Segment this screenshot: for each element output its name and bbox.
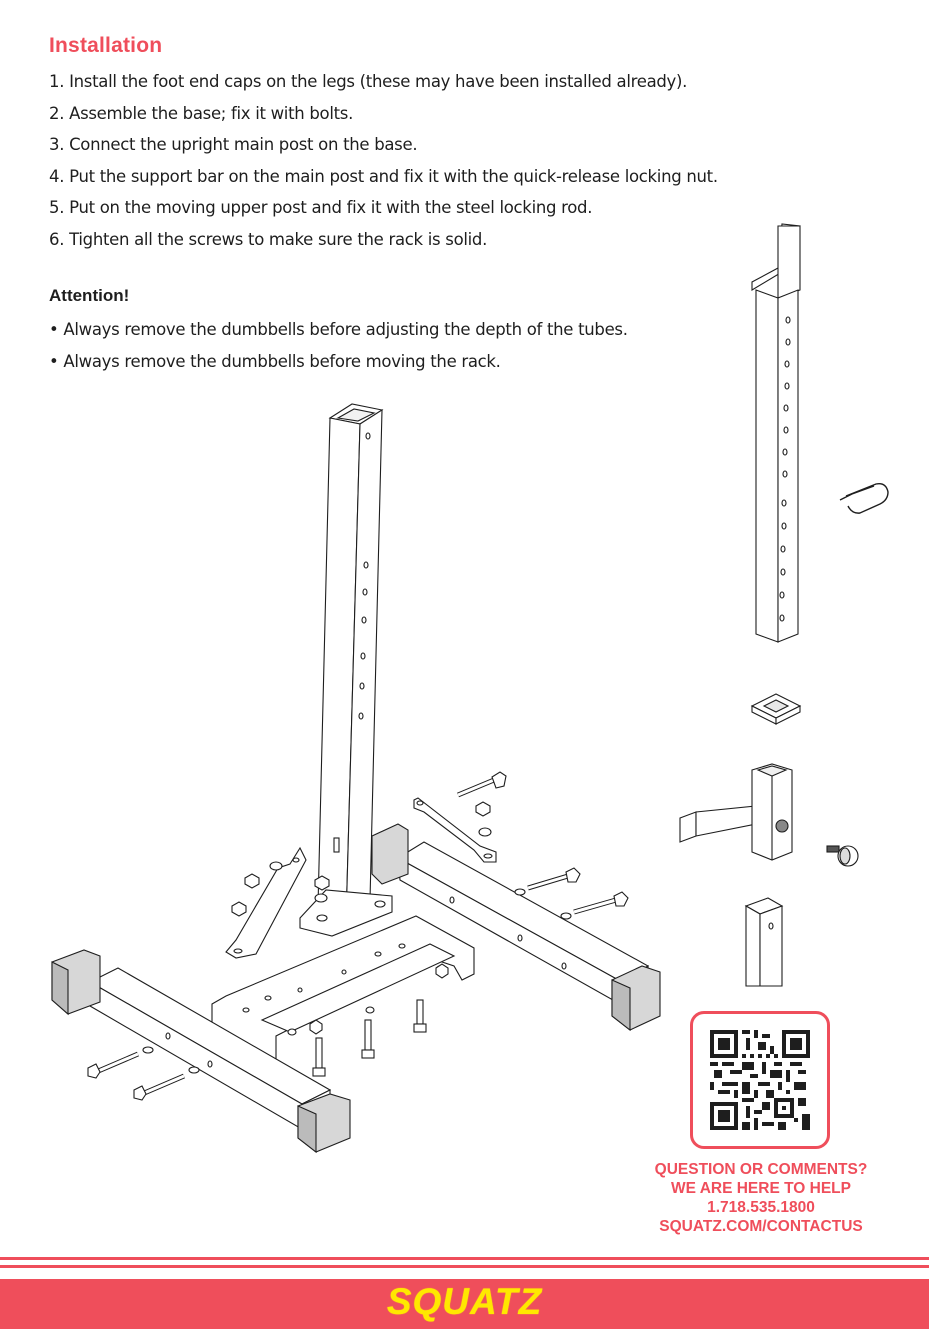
brand-logo: SQUATZ xyxy=(386,1281,543,1322)
step-item: 5. Put on the moving upper post and fix it with the steel locking rod. xyxy=(49,198,593,217)
upper-post-drawing xyxy=(752,224,800,642)
step-item: 2. Assemble the base; fix it with bolts. xyxy=(49,103,354,123)
step-item: 4. Put the support bar on the main post and fix it with the quick-release locking nut. xyxy=(49,166,718,186)
attention-heading: Attention! xyxy=(49,286,130,305)
step-item: 1. Install the foot end caps on the legs (these may have been installed already). xyxy=(49,72,688,91)
contact-help: WE ARE HERE TO HELP xyxy=(671,1180,851,1197)
step-item: 6. Tighten all the screws to make sure the rack is solid. xyxy=(49,229,488,249)
footer-stripes xyxy=(0,1257,929,1268)
contact-question: QUESTION OR COMMENTS? xyxy=(654,1161,868,1178)
contact-info xyxy=(630,1160,892,1236)
lock-clip-drawing xyxy=(840,484,888,513)
stub-post-drawing xyxy=(746,898,782,986)
attention-item: • Always remove the dumbbells before moving the rack. xyxy=(49,351,501,371)
quick-release-knob-drawing xyxy=(827,846,858,866)
step-item: 3. Connect the upright main post on the base. xyxy=(49,135,418,154)
attention-item: • Always remove the dumbbells before adjusting the depth of the tubes. xyxy=(49,320,628,339)
bolt-upper-drawing xyxy=(458,772,506,836)
contact-phone[interactable]: 1.718.535.1800 xyxy=(707,1199,815,1216)
qr-code-icon xyxy=(710,1030,810,1130)
contact-url[interactable]: SQUATZ.COM/CONTACTUS xyxy=(659,1218,863,1235)
installation-heading: Installation xyxy=(49,34,163,57)
qr-code-box[interactable] xyxy=(690,1011,830,1149)
end-cap-drawing xyxy=(752,694,800,724)
support-bar-drawing xyxy=(680,764,792,860)
